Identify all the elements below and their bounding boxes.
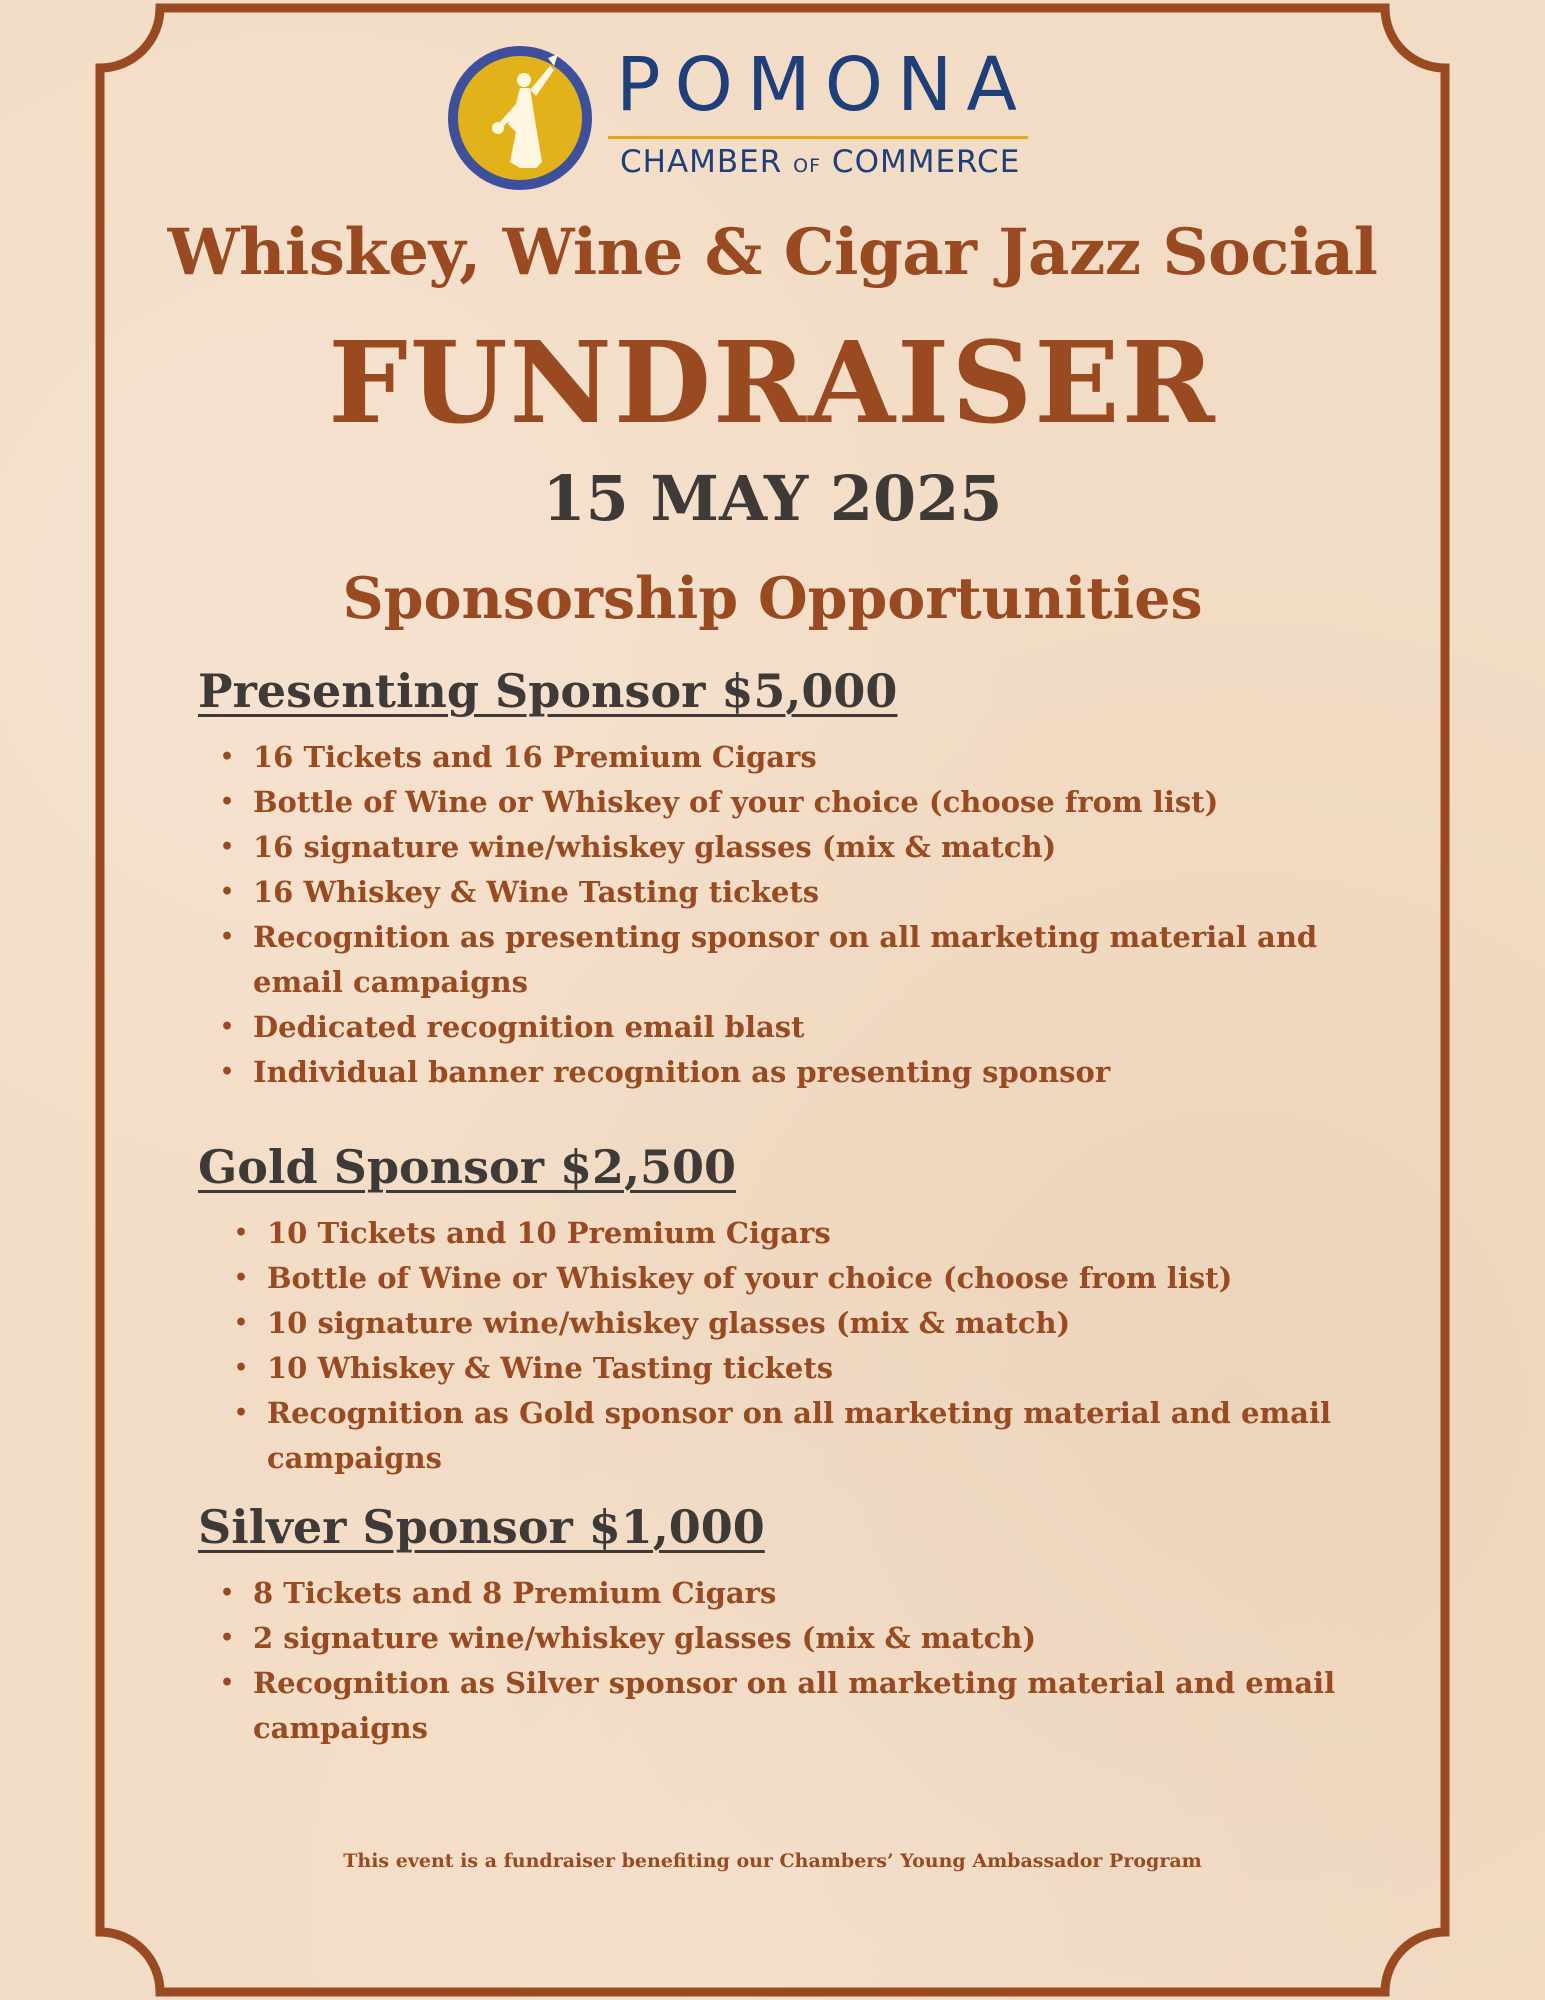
footer-note: This event is a fundraiser benefiting our Chambers’ Young Ambassador Program <box>343 1850 1202 1872</box>
list-item: • Recognition as Gold sponsor on all marketing material and email campaigns <box>212 1391 1348 1481</box>
benefit-list <box>198 735 1348 1095</box>
list-item: • 16 Tickets and 16 Premium Cigars <box>198 735 1348 780</box>
list-item: • 2 signature wine/whiskey glasses (mix & match) <box>198 1616 1348 1661</box>
tier-title: Gold Sponsor $2,500 <box>198 1140 737 1194</box>
sponsorship-heading: Sponsorship Opportunities <box>342 565 1203 632</box>
logo-sub-right: COMMERCE <box>831 144 1021 180</box>
logo-sub-of: OF <box>793 155 822 177</box>
logo-subtitle <box>620 144 1020 180</box>
logo-divider <box>608 136 1028 139</box>
list-item: • Recognition as Silver sponsor on all marketing material and email campaigns <box>198 1661 1348 1751</box>
pomona-chamber-logo <box>446 40 1076 180</box>
event-date: 15 MAY 2025 <box>542 462 1003 535</box>
fundraiser-heading: FUNDRAISER <box>328 318 1217 449</box>
logo-sub-left: CHAMBER <box>620 144 783 180</box>
torch-figure-icon <box>446 44 594 192</box>
list-item: • 10 Whiskey & Wine Tasting tickets <box>212 1346 1348 1391</box>
benefit-list <box>212 1211 1348 1481</box>
tier-presenting <box>198 664 1348 1095</box>
tier-silver <box>198 1500 1348 1751</box>
list-item: • Bottle of Wine or Whiskey of your choice (choose from list) <box>198 780 1348 825</box>
event-title: Whiskey, Wine & Cigar Jazz Social <box>167 215 1378 290</box>
list-item: • Dedicated recognition email blast <box>198 1005 1348 1050</box>
tier-gold <box>198 1140 1348 1481</box>
list-item: • 16 signature wine/whiskey glasses (mix & match) <box>198 825 1348 870</box>
benefit-list <box>198 1571 1348 1751</box>
list-item: • Bottle of Wine or Whiskey of your choice (choose from list) <box>212 1256 1348 1301</box>
list-item: • Individual banner recognition as presenting sponsor <box>198 1050 1348 1095</box>
tier-title: Silver Sponsor $1,000 <box>198 1500 765 1554</box>
tier-title: Presenting Sponsor $5,000 <box>198 664 898 718</box>
list-item: • 16 Whiskey & Wine Tasting tickets <box>198 870 1348 915</box>
list-item: • Recognition as presenting sponsor on all marketing material and email campaigns <box>198 915 1348 1005</box>
list-item: • 10 Tickets and 10 Premium Cigars <box>212 1211 1348 1256</box>
logo-name: POMONA <box>616 42 1031 128</box>
list-item: • 8 Tickets and 8 Premium Cigars <box>198 1571 1348 1616</box>
list-item: • 10 signature wine/whiskey glasses (mix & match) <box>212 1301 1348 1346</box>
